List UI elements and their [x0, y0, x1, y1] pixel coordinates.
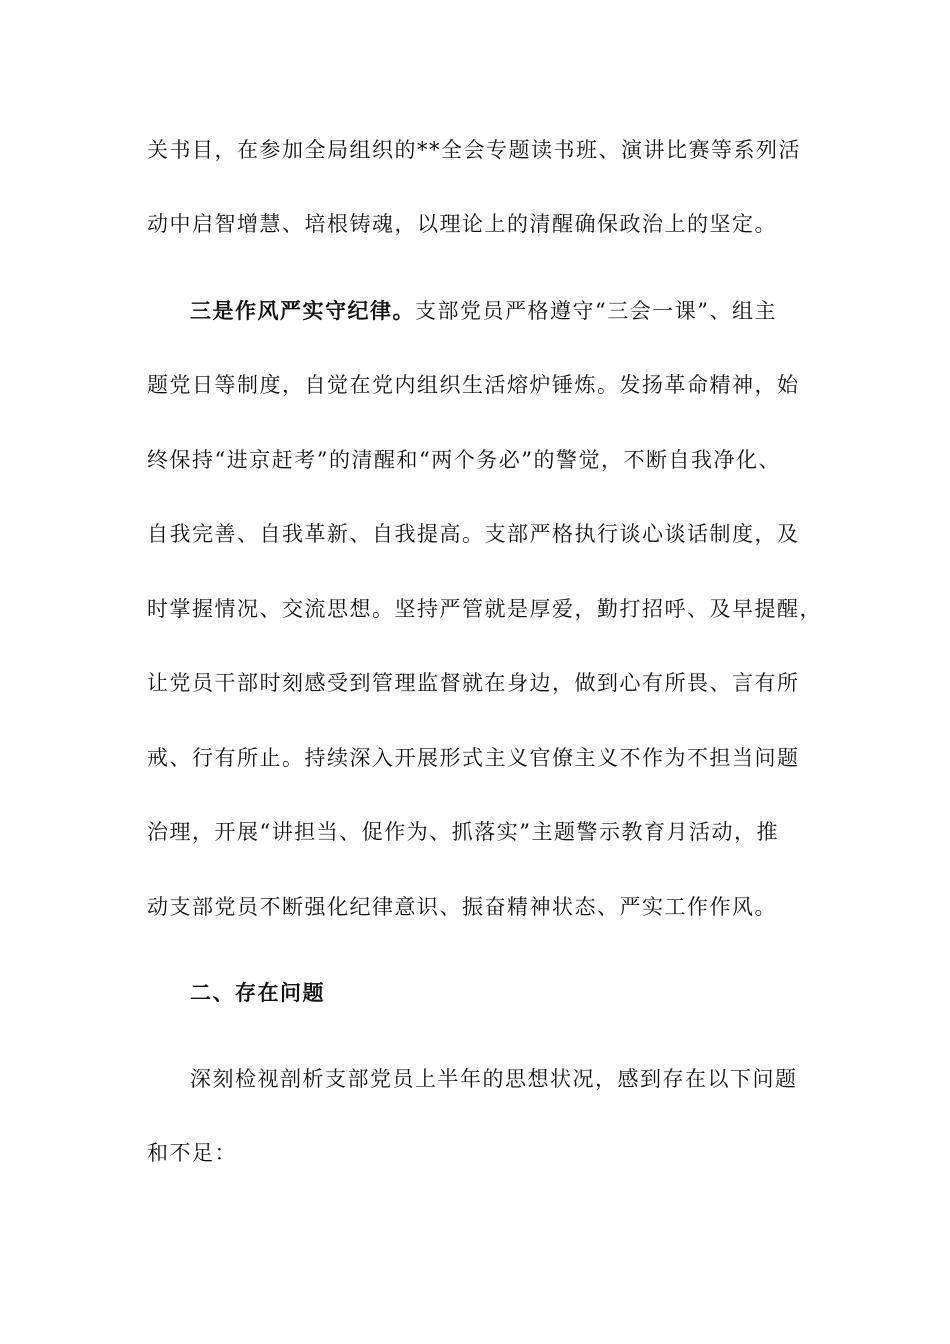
para2-line2: 题党日等制度，自觉在党内组织生活熔炉锤炼。发扬革命精神，始 — [147, 373, 800, 397]
section-heading: 二、存在问题 — [190, 981, 325, 1005]
para2-line5: 时掌握情况、交流思想。坚持严管就是厚爱，勤打招呼、及早提醒， — [147, 597, 822, 621]
para1-line1: 关书目，在参加全局组织的**全会专题读书班、演讲比赛等系列活 — [147, 138, 801, 162]
para2-line1 — [190, 296, 777, 326]
para2-line9: 动支部党员不断强化纪律意识、振奋精神状态、严实工作作风。 — [147, 895, 777, 919]
para2-line4: 自我完善、自我革新、自我提高。支部严格执行谈心谈话制度，及 — [147, 522, 800, 546]
para2-line8: 治理，开展“讲担当、促作为、抓落实”主题警示教育月活动，推 — [147, 820, 779, 844]
para1-line2: 动中启智增慧、培根铸魂，以理论上的清醒确保政治上的坚定。 — [147, 212, 777, 236]
para2-lead-bold: 三是作风严实守纪律。 — [190, 299, 415, 323]
para3-line1: 深刻检视剖析支部党员上半年的思想状况，感到存在以下问题 — [190, 1067, 798, 1091]
para2-line1-rest: 支部党员严格遵守“三会一课”、组主 — [415, 299, 777, 323]
para2-line7: 戒、行有所止。持续深入开展形式主义官僚主义不作为不担当问题 — [147, 746, 800, 770]
para2-line6: 让党员干部时刻感受到管理监督就在身边，做到心有所畏、言有所 — [147, 671, 800, 695]
para3-line2: 和不足： — [147, 1141, 237, 1165]
para2-line3: 终保持“进京赶考”的清醒和“两个务必”的警觉，不断自我净化、 — [147, 448, 781, 472]
